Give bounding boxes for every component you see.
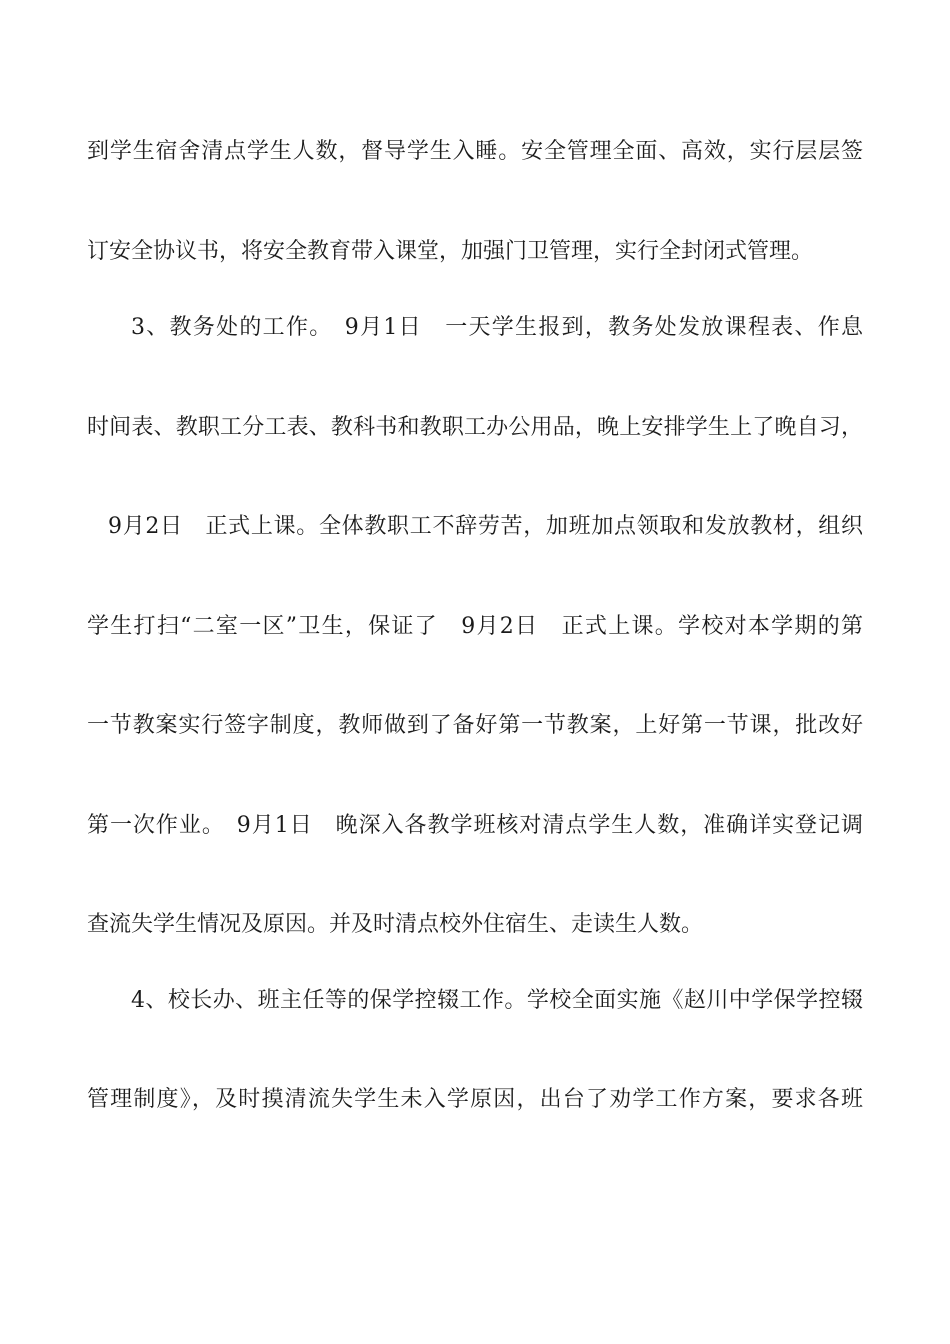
paragraph-line: 学生打扫“二室一区”卫生，保证了 9月2日 正式上课。学校对本学期的第 — [87, 614, 863, 639]
paragraph-line: 管理制度》，及时摸清流失学生未入学原因，出台了劝学工作方案，要求各班 — [87, 1087, 863, 1112]
section-4-heading-line: 4、校长办、班主任等的保学控辍工作。学校全面实施《赵川中学保学控辍 — [131, 988, 863, 1013]
section-3-heading-line: 3、教务处的工作。 9月1日 一天学生报到，教务处发放课程表、作息 — [131, 315, 863, 340]
paragraph-line: 第一次作业。 9月1日 晚深入各教学班核对清点学生人数，准确详实登记调 — [87, 813, 863, 838]
paragraph-line: 时间表、教职工分工表、教科书和教职工办公用品，晚上安排学生上了晚自习， — [87, 415, 863, 440]
paragraph-line: 查流失学生情况及原因。并及时清点校外住宿生、走读生人数。 — [87, 912, 704, 937]
paragraph-line: 到学生宿舍清点学生人数，督导学生入睡。安全管理全面、高效，实行层层签 — [87, 139, 863, 164]
paragraph-line: 订安全协议书，将安全教育带入课堂，加强门卫管理，实行全封闭式管理。 — [87, 239, 814, 264]
paragraph-line: 一节教案实行签字制度，教师做到了备好第一节教案，上好第一节课，批改好 — [87, 713, 863, 738]
paragraph-line: 9月2日 正式上课。全体教职工不辞劳苦，加班加点领取和发放教材，组织 — [108, 514, 863, 539]
